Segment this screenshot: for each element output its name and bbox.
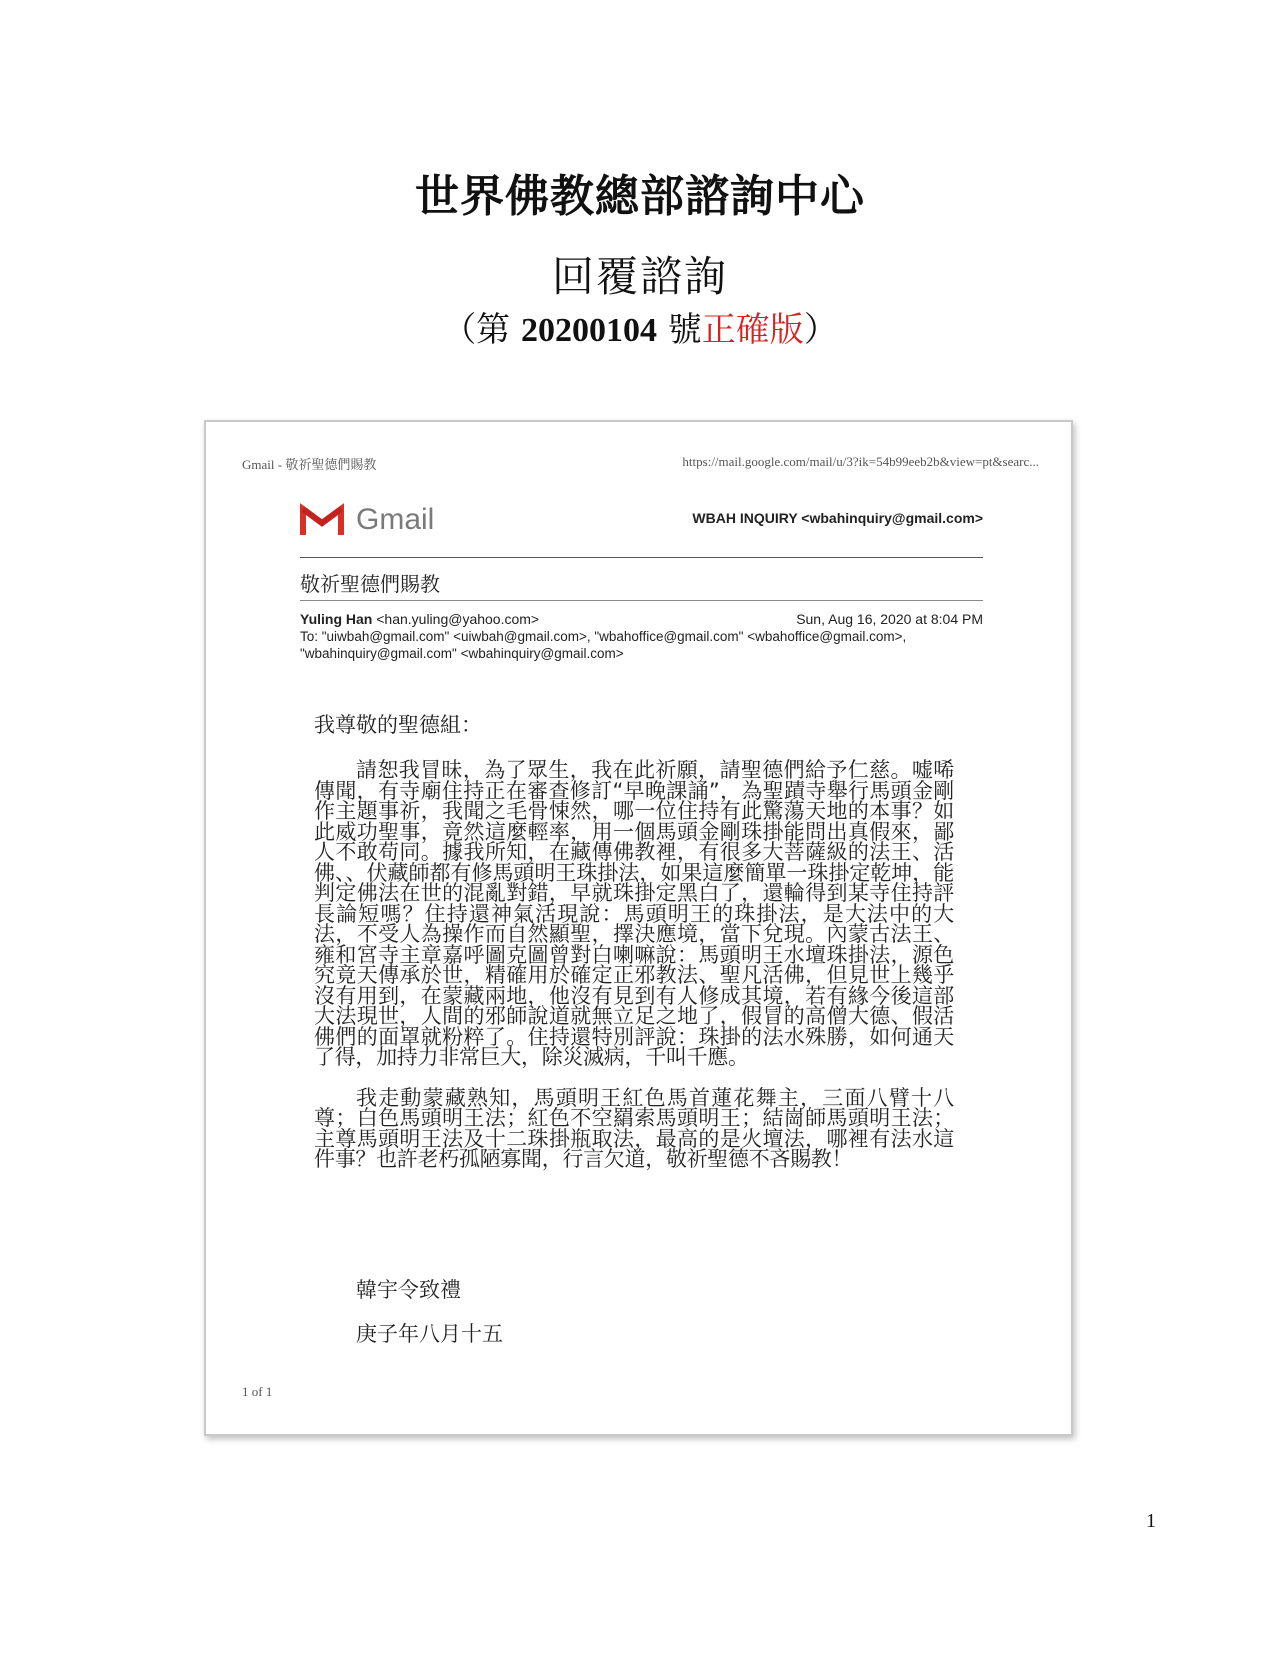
email-paragraph-2: 我走動蒙藏熟知，馬頭明王紅色馬首蓮花舞主，三面八臂十八尊；白色馬頭明王法；紅色不空羂索馬頭明王；結崗師馬頭明王法；主尊馬頭明王法及十二珠掛瓶取法，最高的是火壇法，哪裡有法水這件事？也許老朽孤陋寡聞，行言欠道，敬祈聖德不吝賜教！	[314, 1085, 954, 1171]
print-page-count: 1 of 1	[242, 1384, 273, 1399]
email-recipients	[300, 628, 1000, 662]
email-from	[300, 611, 539, 627]
email-body	[314, 712, 954, 1190]
email-date: Sun, Aug 16, 2020 at 8:04 PM	[796, 611, 983, 627]
email-signature: 韓宇令致禮	[356, 1278, 461, 1302]
email-salutation: 我尊敬的聖德組：	[314, 713, 482, 737]
issue-open: （第	[442, 310, 521, 350]
page-number: 1	[1146, 1510, 1156, 1532]
issue-correct-version: 正確版	[701, 310, 804, 350]
page-title: 世界佛教總部諮詢中心	[415, 171, 865, 222]
email-sign-date: 庚子年八月十五	[356, 1322, 503, 1346]
print-header-url: https://mail.google.com/mail/u/3?ik=54b99eeb2b&view=pt&searc...	[682, 454, 1039, 469]
sender-name: Yuling Han	[300, 611, 373, 627]
print-header-title: Gmail - 敬祈聖德們賜教	[242, 457, 377, 472]
issue-number: 20200104	[521, 312, 657, 349]
scanned-email-printout	[204, 420, 1073, 1436]
divider	[300, 600, 983, 601]
sender-address: <han.yuling@yahoo.com>	[372, 611, 540, 627]
recipients-line-2: "wbahinquiry@gmail.com" <wbahinquiry@gmail.com>	[300, 646, 624, 661]
issue-mid: 號	[657, 310, 702, 350]
email-subject: 敬祈聖德們賜教	[300, 572, 440, 596]
email-paragraph-1: 請恕我冒昧，為了眾生，我在此祈願，請聖德們給予仁慈。嘘唏傳聞，有寺廟住持正在審查修訂“早晚課誦”，為聖蹟寺舉行馬頭金剛作主題事祈，我聞之毛骨悚然，哪一位住持有此驚蕩天地的本事？如此威功聖事，竟然這麼輕率，用一個馬頭金剛珠掛能問出真假來，鄙人不敢苟同。據我所知，在藏傳佛教裡，有很多大菩薩級的法王、活佛、、伏藏師都有修馬頭明王珠掛法，如果這麼簡單一珠掛定乾坤，能判定佛法在世的混亂對錯，早就珠掛定黑白了，還輪得到某寺住持評長論短嗎？住持還神氣活現說：馬頭明王的珠掛法，是大法中的大法，不受人為操作而自然顯聖，擇決應境，當下兌現。內蒙古法王、雍和宮寺主章嘉呼圖克圖曾對白喇嘛說：馬頭明王水壇珠掛法，源色究竟天傳承於世，精確用於確定正邪教法、聖凡活佛，但見世上幾乎沒有用到，在蒙藏兩地，他沒有見到有人修成其境，若有緣今後這部大法現世，人間的邪師說道就無立足之地了，假冒的高僧大德、假活佛們的面罩就粉粹了。住持還特別評說：珠掛的法水殊勝，如何通天了得，加持力非常巨大，除災滅病，千叫千應。	[314, 758, 954, 1069]
gmail-logo	[300, 500, 434, 540]
gmail-wordmark: Gmail	[356, 503, 435, 536]
divider	[300, 557, 983, 558]
gmail-m-icon	[300, 503, 344, 537]
page-subtitle: 回覆諮詢	[551, 252, 728, 301]
issue-line	[0, 302, 1280, 351]
account-address: WBAH INQUIRY <wbahinquiry@gmail.com>	[692, 510, 983, 526]
recipients-line-1: To: "uiwbah@gmail.com" <uiwbah@gmail.com>, "wbahoffice@gmail.com" <wbahoffice@gmail.com>,	[300, 629, 907, 644]
issue-close: ）	[803, 310, 838, 350]
